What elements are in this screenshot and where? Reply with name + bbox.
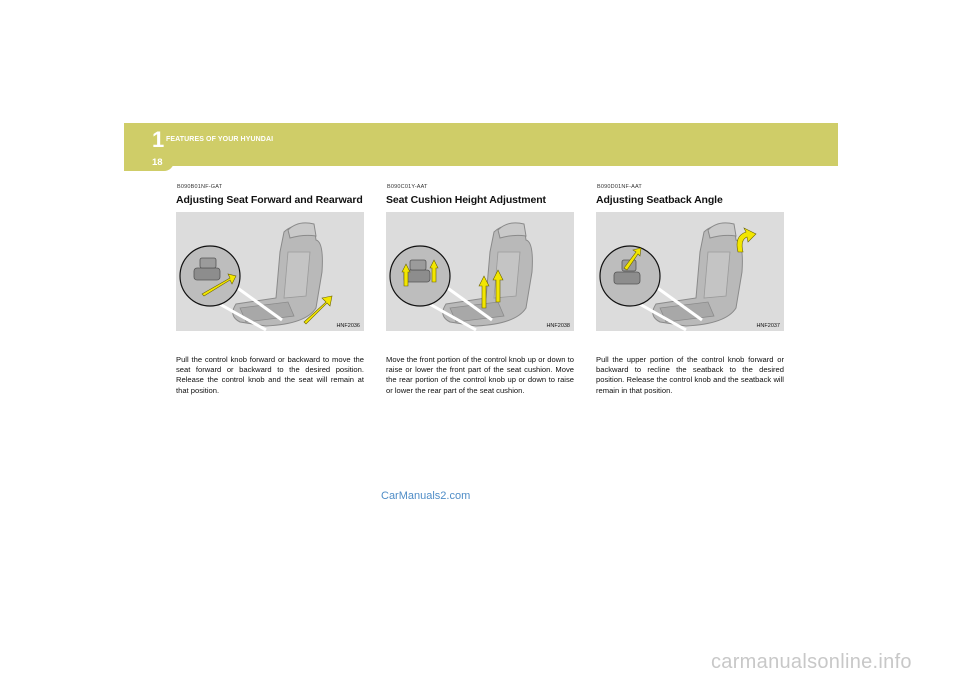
section-body: Pull the upper portion of the control knob forward or backward to recline the seatback to the desired position. Release the control knob and the seatback will remain in that position. [596,355,784,395]
chapter-number: 1 [152,127,165,152]
section-heading: Adjusting Seat Forward and Rearward [176,194,363,206]
page-number-tab [124,153,174,171]
section-heading: Adjusting Seatback Angle [596,194,723,206]
figure-code: HNF2038 [546,323,570,329]
seat-forward-rearward-illustration [176,212,364,331]
section-seat-forward-rearward [176,184,364,396]
seatback-angle-illustration [596,212,784,331]
seat-figure [386,212,574,331]
cushion-height-illustration [386,212,574,331]
figure-code: HNF2036 [336,323,360,329]
page-number: 18 [152,157,163,168]
section-cushion-height [386,184,574,396]
figure-code: HNF2037 [756,323,780,329]
seat-figure [176,212,364,331]
section-code: B090D01NF-AAT [597,184,642,190]
section-seatback-angle [596,184,784,396]
section-body: Pull the control knob forward or backward to move the seat forward or backward to the desired position. Release the control knob and the seat will remain at that position. [176,355,364,395]
section-heading: Seat Cushion Height Adjustment [386,194,546,206]
watermark-carmanualsonline: carmanualsonline.info [711,651,912,673]
section-code: B090B01NF-GAT [177,184,223,190]
seat-figure [596,212,784,331]
watermark-link-carmanuals2[interactable]: CarManuals2.com [381,490,471,502]
section-body: Move the front portion of the control knob up or down to raise or lower the front part of the seat cushion. Move the rear portion of the control knob up or down to raise or lower the rear part of the seat cushion. [386,355,574,395]
section-code: B090C01Y-AAT [387,184,428,190]
chapter-title: FEATURES OF YOUR HYUNDAI [166,136,274,143]
header-band [124,123,838,166]
